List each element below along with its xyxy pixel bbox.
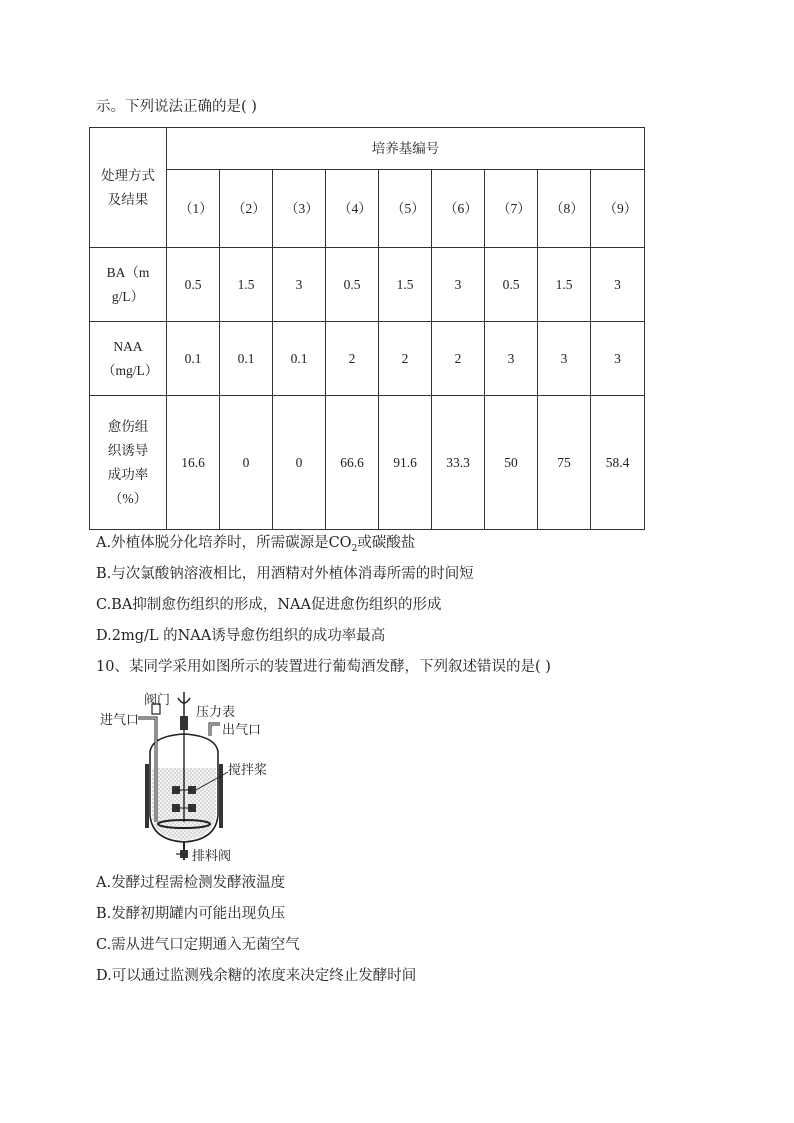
table-cell: 50 [485,396,538,530]
label-drain: 排料阀 [192,849,232,864]
drain-valve-icon [180,850,188,858]
column-header: （9） [591,170,645,248]
q10-option-b: B.发酵初期罐内可能出现负压 [96,906,286,922]
table-cell: 3 [273,248,326,322]
table-cell: 0.1 [167,322,220,396]
q9-option-d: D.2mg/L 的NAA诱导愈伤组织的成功率最高 [96,628,386,644]
table-cell: 0.1 [220,322,273,396]
label-valve: 阀门 [144,693,171,708]
table-cell: 0.5 [485,248,538,322]
row-header-cell [90,128,167,248]
column-header-row [90,170,645,248]
group-header-label: 培养基编号 [371,140,440,156]
table-cell: 3 [591,322,645,396]
q10-option-a: A.发酵过程需检测发酵液温度 [96,875,286,891]
question-9-stem-tail: 示。下列说法正确的是( ) [96,99,257,115]
table-cell: 1.5 [379,248,432,322]
table-cell: 3 [432,248,485,322]
column-header: （1） [167,170,220,248]
table-cell: 58.4 [591,396,645,530]
row-label: NAA（mg/L） [90,322,167,396]
q9-option-c: C.BA抑制愈伤组织的形成，NAA促进愈伤组织的形成 [96,597,442,613]
column-header: （6） [432,170,485,248]
q10-option-c: C.需从进气口定期通入无菌空气 [96,937,300,953]
column-header: （5） [379,170,432,248]
column-header: （3） [273,170,326,248]
table-cell: 0 [273,396,326,530]
table-cell: 3 [538,322,591,396]
table-cell: 0.5 [326,248,379,322]
table-cell: 0.1 [273,322,326,396]
label-stirrer: 搅拌桨 [228,763,268,778]
table-row-ba [90,248,645,322]
column-header: （7） [485,170,538,248]
q9-option-b: B.与次氯酸钠溶液相比，用酒精对外植体消毒所需的时间短 [96,566,474,582]
culture-medium-table [89,127,645,530]
column-header: （8） [538,170,591,248]
table-row-naa [90,322,645,396]
label-inlet: 进气口 [100,713,140,728]
question-10-stem: 10、某同学采用如图所示的装置进行葡萄酒发酵，下列叙述错误的是( ) [96,659,551,675]
table-cell: 2 [326,322,379,396]
column-header: （4） [326,170,379,248]
label-outlet: 出气口 [222,723,262,738]
table-cell: 33.3 [432,396,485,530]
table-cell: 91.6 [379,396,432,530]
table-cell: 1.5 [538,248,591,322]
row-label: BA（mg/L） [90,248,167,322]
row-label: 愈伤组织诱导成功率（%） [90,396,167,530]
group-header-cell [167,128,645,170]
table-cell: 2 [432,322,485,396]
row-header-label: 处理方式及结果 [101,167,155,207]
fermenter-diagram [96,690,296,868]
table-cell: 1.5 [220,248,273,322]
q10-option-d: D.可以通过监测残余糖的浓度来决定终止发酵时间 [96,968,417,984]
table-cell: 16.6 [167,396,220,530]
table-cell: 66.6 [326,396,379,530]
table-cell: 3 [485,322,538,396]
table-cell: 3 [591,248,645,322]
table-cell: 0 [220,396,273,530]
table-cell: 2 [379,322,432,396]
label-gauge: 压力表 [196,705,236,720]
column-header: （2） [220,170,273,248]
q9-option-a: A.外植体脱分化培养时，所需碳源是$CO_2$或碳酸盐 [96,535,416,554]
table-row-success-rate [90,396,645,530]
table-cell: 0.5 [167,248,220,322]
table-cell: 75 [538,396,591,530]
